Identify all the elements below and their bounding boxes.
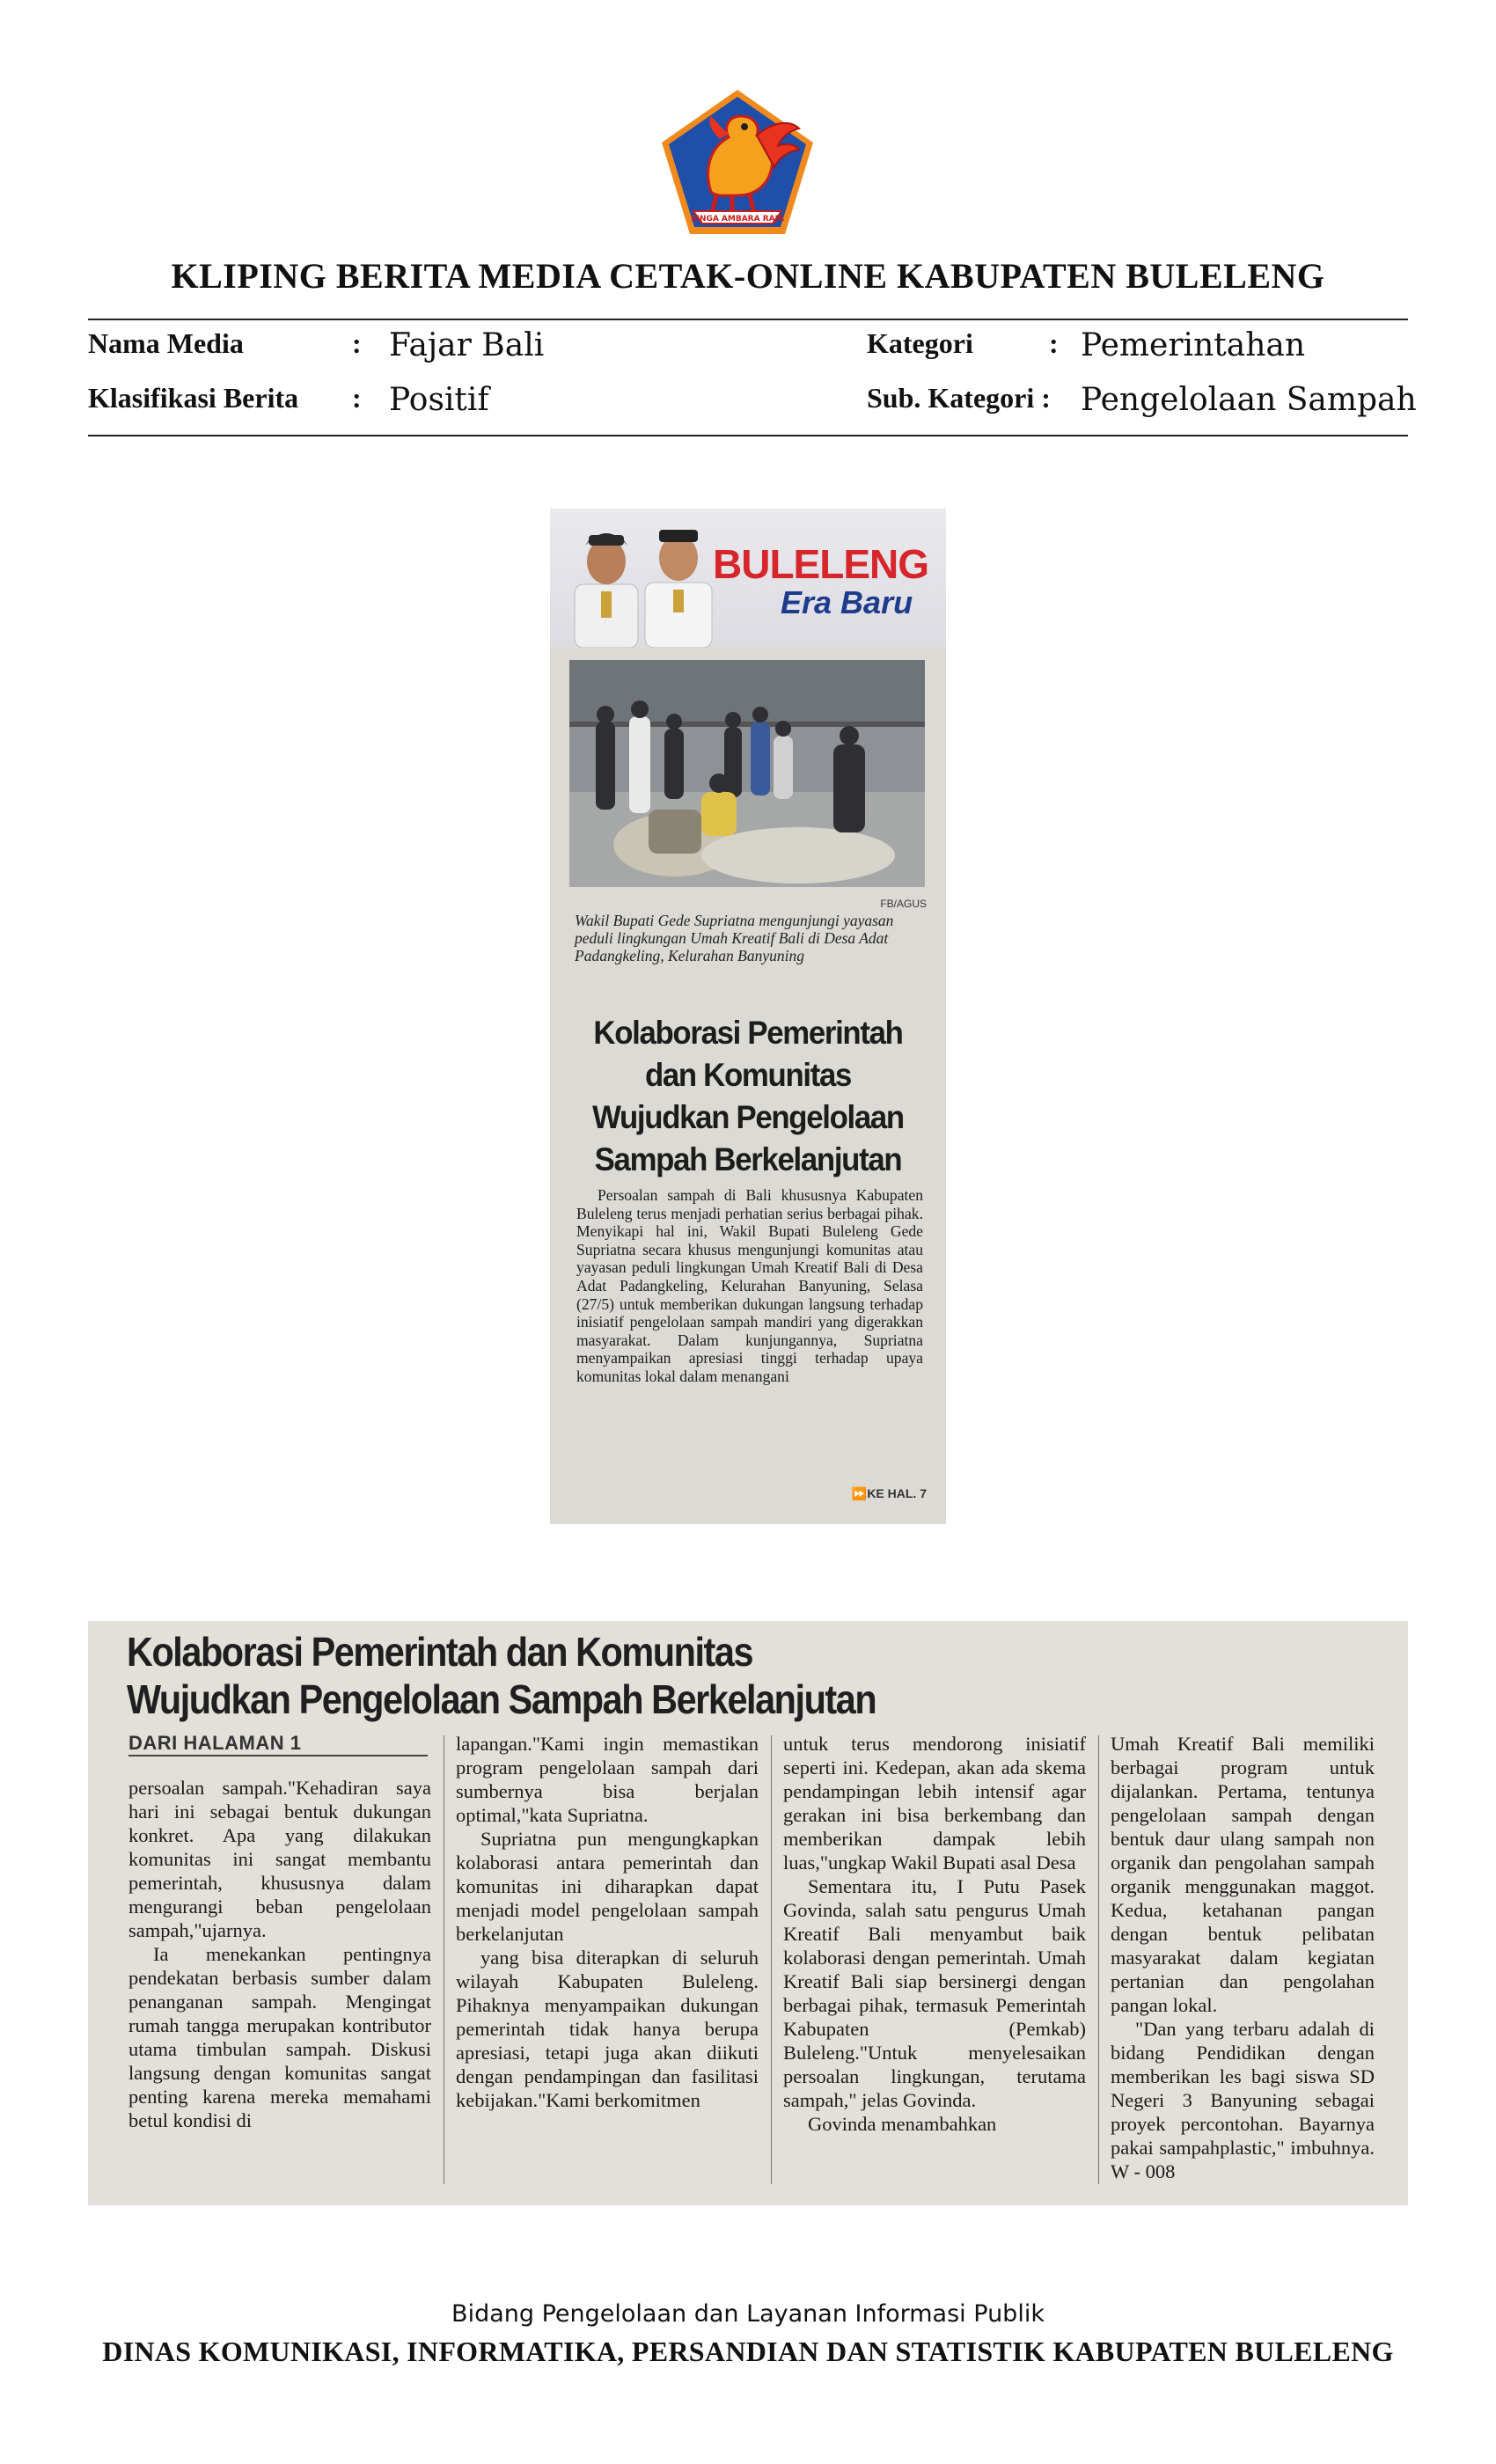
column-3 bbox=[783, 1732, 1086, 2136]
col3-paragraph: untuk terus mendorong inisiatif seperti ini. Kedepan, akan ada skema pendampingan lebih intensif agar gerakan ini bisa berkembang dan memberikan dampak lebih luas,"ungkap Wakil Bupati asal Desa bbox=[783, 1733, 1086, 1874]
document-title: KLIPING BERITA MEDIA CETAK-ONLINE KABUPATEN BULELENG bbox=[171, 256, 1325, 296]
article-headline: Kolaborasi Pemerintah dan Komunitas Wujudkan Pengelolaan Sampah Berkelanjutan bbox=[592, 1015, 904, 1177]
subcategory-value: Pengelolaan Sampah bbox=[1081, 382, 1417, 418]
front-page-clipping bbox=[550, 509, 946, 1524]
buleleng-regency-logo bbox=[658, 86, 817, 238]
col4-paragraph: "Dan yang terbaru adalah di bidang Pendidikan dengan memberikan les bagi siswa SD Negeri 3 Banyuning sebagai proyek percontohan. Bayarnya pakai sampahplastic," imbuhnya. W - 008 bbox=[1111, 2018, 1375, 2182]
column-2 bbox=[456, 1732, 759, 2112]
classification-label: Klasifikasi Berita bbox=[88, 382, 299, 414]
continuation-clipping bbox=[88, 1621, 1408, 2205]
from-page-label: DARI HALAMAN 1 bbox=[128, 1732, 302, 1754]
classification-colon: : bbox=[352, 382, 362, 414]
column-divider bbox=[1098, 1735, 1099, 2184]
continuation-headline-line1: Kolaborasi Pemerintah dan Komunitas bbox=[127, 1629, 753, 1675]
col4-paragraph: Umah Kreatif Bali memiliki berbagai program untuk dijalankan. Pertama, tentunya pengelolaan sampah dengan bentuk daur ulang sampah non organik dan pengolahan sampah organik menggunakan maggot. Kedua, ketahanan pangan dengan bentuk pelibatan masyarakat dalam kegiatan pertanian dan pengolahan pangan lokal. bbox=[1111, 1733, 1375, 2016]
subcategory-label: Sub. Kategori : bbox=[867, 382, 1051, 414]
clipping-banner bbox=[550, 509, 946, 648]
media-value: Fajar Bali bbox=[389, 327, 545, 363]
continuation-headline bbox=[127, 1628, 919, 1723]
col1-paragraph: Ia menekankan pentingnya pendekatan berbasis sumber dalam penanganan sampah. Mengingat rumah tangga merupakan kontributor utama timbulan sampah. Diskusi langsung dengan komunitas sangat penting karena mereka memahami betul kondisi di bbox=[128, 1943, 431, 2131]
col1-paragraph: persoalan sampah."Kehadiran saya hari ini sebagai bentuk dukungan konkret. Apa yang dilakukan komunitas ini sangat membantu pemerintah, khususnya dalam mengurangi beban pengelolaan sampah,"ujarnya. bbox=[128, 1777, 431, 1941]
photo-credit: FB/AGUS bbox=[880, 898, 927, 910]
column-divider bbox=[771, 1735, 772, 2184]
brand-subtitle: Era Baru bbox=[781, 584, 913, 620]
media-label: Nama Media bbox=[88, 327, 244, 359]
logo-motto: SINGA AMBARA RAJA bbox=[691, 215, 784, 224]
footer-agency: DINAS KOMUNIKASI, INFORMATIKA, PERSANDIAN DAN STATISTIK KABUPATEN BULELENG bbox=[102, 2336, 1394, 2367]
col3-paragraph: Govinda menambahkan bbox=[808, 2113, 997, 2135]
bottom-rule bbox=[88, 435, 1408, 436]
media-colon: : bbox=[352, 327, 362, 359]
article-body: Persoalan sampah di Bali khususnya Kabupaten Buleleng terus menjadi perhatian serius berbagai pihak. Menyikapi hal ini, Wakil Bupati Buleleng Gede Supriatna secara khusus mengunjungi komunitas atau yayasan peduli lingkungan Umah Kreatif Bali di Desa Adat Padangkeling, Kelurahan Banyuning, Selasa (27/5) untuk memberikan dukungan langsung terhadap inisiatif pengelolaan sampah mandiri yang digerakkan masyarakat. Dalam kunjungannya, Supriatna menyampaikan apresiasi tinggi terhadap upaya komunitas lokal dalam menangani bbox=[576, 1186, 923, 1385]
continued-marker: ⏩KE HAL. 7 bbox=[851, 1486, 927, 1500]
continuation-headline-line2: Wujudkan Pengelolaan Sampah Berkelanjutan bbox=[127, 1676, 876, 1722]
column-4 bbox=[1111, 1732, 1375, 2183]
from-page-rule bbox=[128, 1755, 428, 1756]
col2-paragraph: Supriatna pun mengungkapkan kolaborasi antara pemerintah dan komunitas ini diharapkan dapat menjadi model pengelolaan sampah berkelanjutan bbox=[456, 1828, 759, 1945]
column-1 bbox=[128, 1776, 431, 2132]
brand-title: BULELENG bbox=[713, 541, 928, 587]
col2-paragraph: lapangan."Kami ingin memastikan program pengelolaan sampah dari sumbernya bisa berjalan optimal,"kata Supriatna. bbox=[456, 1733, 759, 1826]
category-colon: : bbox=[1049, 327, 1059, 359]
col2-paragraph: yang bisa diterapkan di seluruh wilayah Kabupaten Buleleng. Pihaknya menyampaikan dukungan pemerintah tidak hanya berupa apresiasi, tetapi juga akan diikuti dengan pendampingan dan fasilitasi kebijakan."Kami berkomitmen bbox=[456, 1947, 759, 2111]
news-photo bbox=[569, 660, 925, 887]
top-rule bbox=[88, 319, 1408, 320]
classification-value: Positif bbox=[389, 382, 489, 418]
photo-caption: Wakil Bupati Gede Supriatna mengunjungi yayasan peduli lingkungan Umah Kreatif Bali di Desa Adat Padangkeling, Kelurahan Banyuning bbox=[575, 912, 894, 964]
col3-paragraph: Sementara itu, I Putu Pasek Govinda, salah satu pengurus Umah Kreatif Bali menyambut baik kolaborasi dengan pemerintah. Umah Kreatif Bali siap bersinergi dengan berbagai pihak, termasuk Pemerintah Kabupaten (Pemkab) Buleleng."Untuk menyelesaikan persoalan lingkungan, terutama sampah," jelas Govinda. bbox=[783, 1875, 1086, 2111]
officials-portrait-image bbox=[568, 516, 717, 648]
category-label: Kategori bbox=[867, 327, 973, 359]
footer-division: Bidang Pengelolaan dan Layanan Informasi Publik bbox=[451, 2300, 1045, 2328]
category-value: Pemerintahan bbox=[1081, 327, 1306, 363]
